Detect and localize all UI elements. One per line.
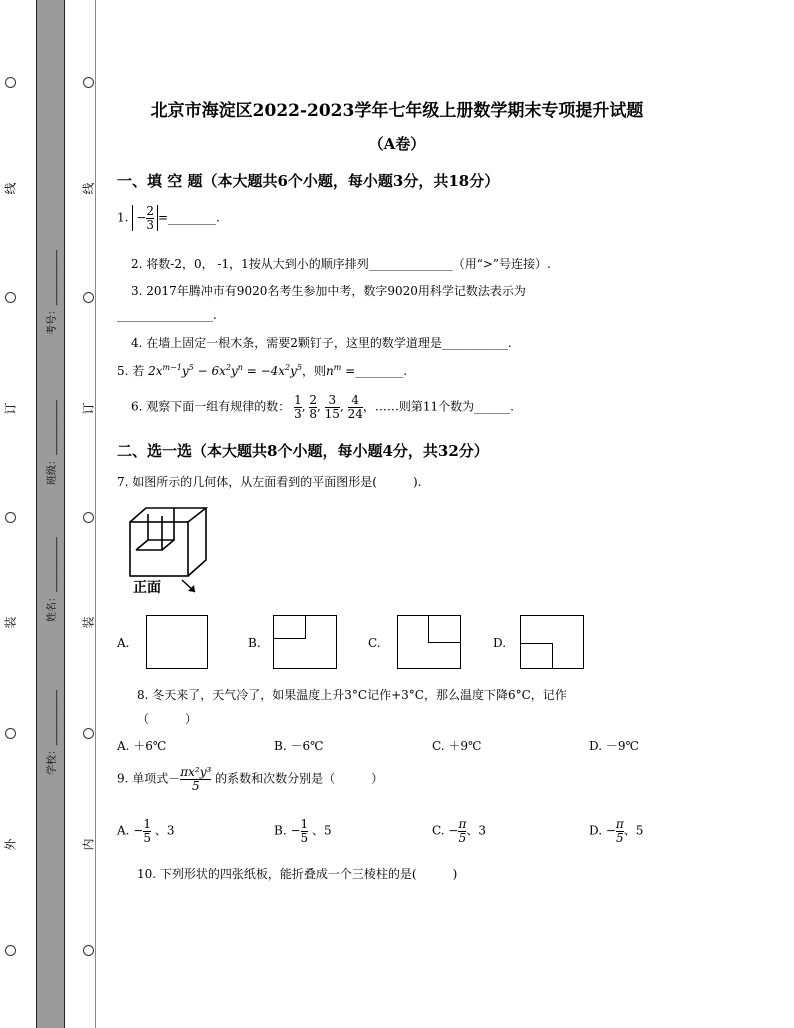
binding-strip	[36, 0, 64, 1028]
section-heading: 一、填 空 题（本大题共6个小题，每小题3分，共18分）	[117, 172, 500, 190]
page-title: 北京市海淀区2022-2023学年七年级上册数学期末专项提升试题	[150, 101, 644, 121]
option-d-shape[interactable]	[520, 615, 584, 669]
option-label: C.	[368, 636, 381, 650]
front-label: 正面	[133, 580, 161, 596]
option-label: B.	[248, 636, 261, 650]
question-2: 2. 将数-2，0， -1，1按从大到小的顺序排列______________（用“>”号连接）.	[131, 257, 551, 271]
exam-number-field[interactable]: 考号：___________	[47, 250, 58, 335]
question-10: 10. 下列形状的四张纸板，能折叠成一个三棱柱的是( )	[137, 867, 458, 881]
option-b-shape[interactable]	[273, 615, 337, 669]
question-3-answer: ________________.	[117, 308, 217, 322]
question-6: 6. 观察下面一组有规律的数： $\frac{1}{3}$ , $\frac{2}{8}$ , $\frac{3}{15}$ , $\frac{4}{24}$ ，……则第11个数为______.	[131, 393, 514, 421]
school-field[interactable]: 学校：___________	[47, 690, 58, 775]
question-7: 7. 如图所示的几何体，从左面看到的平面图形是( ).	[117, 475, 422, 489]
outer-mark: 订	[3, 402, 18, 415]
option-d[interactable]: D. －9℃	[589, 739, 639, 753]
inner-mark: 内	[81, 838, 96, 851]
outer-mark: 外	[3, 838, 18, 851]
option-a[interactable]: A. ＋6℃	[117, 739, 167, 753]
option-b[interactable]: B. − $\frac{1}{5}$ 、5	[274, 817, 332, 845]
option-label: D.	[493, 636, 507, 650]
question-9: 9. 单项式－ $\frac{\text{πx²y³}}{5}$ 的系数和次数分别是（ ）	[117, 765, 384, 793]
option-c-shape[interactable]	[397, 615, 461, 669]
outer-mark: 装	[3, 616, 18, 629]
binding-hole	[5, 728, 16, 739]
binding-hole	[83, 77, 94, 88]
option-b[interactable]: B. －6℃	[274, 739, 324, 753]
option-a-shape[interactable]	[146, 615, 208, 669]
inner-mark: 线	[81, 182, 96, 195]
question-3: 3. 2017年腾冲市有9020名考生参加中考，数字9020用科学记数法表示为	[131, 284, 526, 298]
binding-hole	[5, 77, 16, 88]
section-heading: 二、选一选（本大题共8个小题，每小题4分，共32分）	[117, 442, 489, 460]
binding-hole	[5, 945, 16, 956]
page-subtitle: （A卷）	[368, 135, 426, 153]
question-8: 8. 冬天来了，天气冷了，如果温度上升3°C记作+3°C，那么温度下降6°C，记作	[137, 688, 567, 702]
class-field[interactable]: 班级：___________	[47, 400, 58, 485]
question-5: 5. 若 $2x^{m-1}y^5 - 6x^2y^n = -4x^2y^5$，则$n^m$ =________.	[117, 363, 408, 378]
option-d[interactable]: D. − $\frac{\pi}{5}$ 、5	[589, 817, 644, 845]
arrow-icon	[180, 578, 198, 594]
cut-line	[95, 0, 96, 1028]
binding-hole	[83, 945, 94, 956]
inner-mark: 订	[81, 402, 96, 415]
option-label: A.	[117, 636, 130, 650]
binding-hole	[83, 292, 94, 303]
question-8-paren: （ ）	[137, 712, 198, 726]
question-1: 1. − $\frac{2}{3}$ =________.	[117, 204, 220, 232]
question-4: 4. 在墙上固定一根木条，需要2颗钉子，这里的数学道理是___________.	[131, 336, 512, 350]
binding-hole	[5, 512, 16, 523]
option-c[interactable]: C. ＋9℃	[432, 739, 482, 753]
gutter-line-right	[64, 0, 65, 1028]
inner-mark: 装	[81, 616, 96, 629]
outer-mark: 线	[3, 182, 18, 195]
binding-hole	[5, 292, 16, 303]
gutter-line-left	[36, 0, 37, 1028]
option-c[interactable]: C. − $\frac{\pi}{5}$ 、3	[432, 817, 486, 845]
name-field[interactable]: 姓名：___________	[47, 537, 58, 622]
binding-hole	[83, 512, 94, 523]
option-a[interactable]: A. − $\frac{1}{5}$ 、3	[117, 817, 175, 845]
binding-hole	[83, 728, 94, 739]
